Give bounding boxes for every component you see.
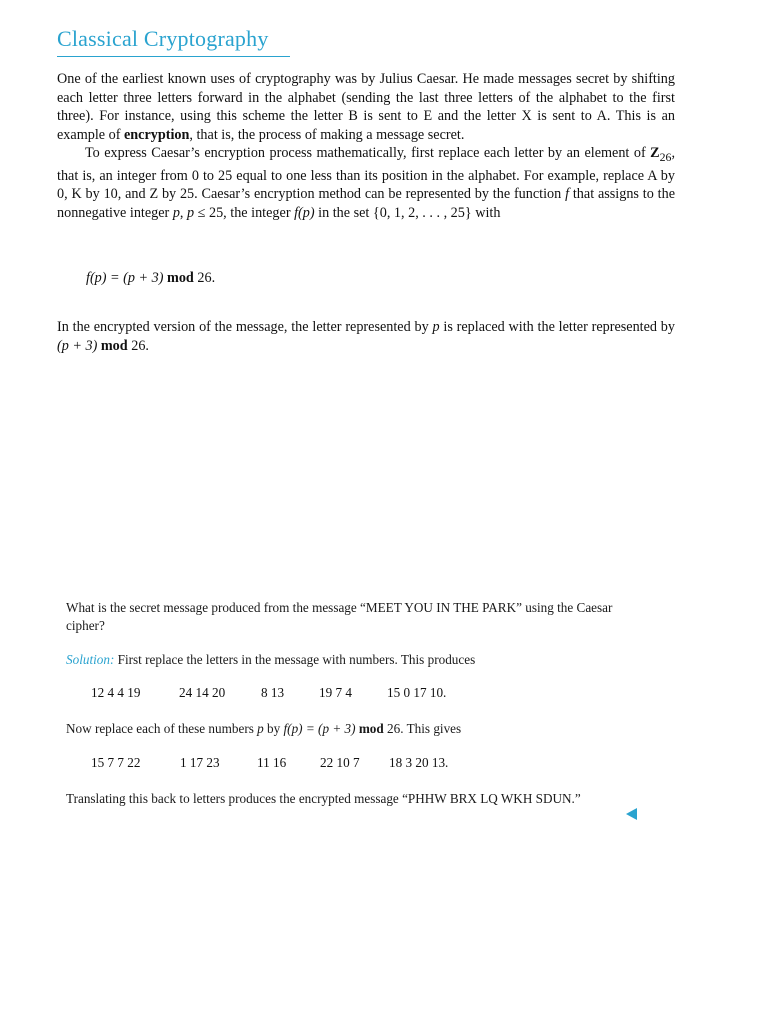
p2-text-b: , that is, an integer from 0 to 25 equal to one less than its position in the alphabet. For example, replace A by 0, K by 10, and Z by 25. Caesar’s encryption method can be represented by the function [57, 145, 675, 203]
now-text-c: 26. This gives [383, 721, 462, 736]
p3-expr: (p + 3) [57, 337, 101, 354]
section-title: Classical Cryptography [57, 26, 269, 51]
p2-p: p [172, 204, 180, 221]
now-mod: mod [358, 721, 384, 736]
plaintext-numbers-row [91, 685, 446, 701]
number-group: 15 0 17 10. [387, 685, 447, 700]
p1-bold-term: encryption [123, 126, 190, 143]
p2-z-sub: 26 [659, 150, 672, 165]
p2-text-e: ≤ 25, the integer [194, 204, 295, 221]
p1-text-a: One of the earliest known uses of cryptography was by Julius Caesar. He made messages secret by shifting each letter three letters forward in the alphabet (sending the last three letters of the alphabet to the first three). For instance, using this scheme the letter B is sent to E and the letter X is sent to A. This is an example of [57, 71, 675, 143]
p3-text-b: is replaced with the letter represented by [439, 319, 675, 335]
p2-p2: p [187, 204, 195, 221]
p3-mod: mod [100, 337, 128, 354]
p3-p: p [432, 319, 440, 335]
number-group: 24 14 20 [179, 685, 226, 700]
now-text-b: by [263, 721, 284, 736]
now-text-a: Now replace each of these numbers [66, 721, 258, 736]
ciphertext-numbers-row [91, 755, 448, 771]
number-group: 19 7 4 [319, 685, 352, 700]
p2-f: f [565, 186, 570, 203]
p2-text-g: in the set {0, 1, 2, . . . , 25} with [314, 204, 501, 221]
p2-text-c: that assigns to the nonnegative integer [57, 186, 675, 221]
equation-mod: mod [167, 270, 194, 286]
p2-text-d: , [179, 204, 188, 221]
p3-text-c: 26. [127, 337, 149, 354]
number-group: 11 16 [257, 755, 287, 770]
now-p: p [257, 721, 264, 736]
intro-paragraphs [57, 70, 675, 223]
solution-text: First replace the letters in the message with numbers. This produces [114, 652, 476, 667]
equation-lhs: f(p) = (p + 3) [86, 270, 168, 286]
caesar-equation [86, 270, 215, 287]
number-group: 8 13 [261, 685, 285, 700]
p2 [57, 144, 675, 222]
number-group: 12 4 4 19 [91, 685, 141, 700]
p2-z: Z [650, 145, 660, 162]
equation-rhs: 26. [193, 270, 216, 286]
now-expr: f(p) = (p + 3) [283, 721, 359, 736]
number-group: 18 3 20 13. [389, 755, 449, 770]
solution-label: Solution: [66, 652, 115, 667]
encrypted-version-paragraph [57, 318, 675, 355]
number-group: 22 10 7 [320, 755, 360, 770]
p2-fp: f(p) [294, 204, 315, 221]
p3-text-a: In the encrypted version of the message, the letter represented by [57, 319, 433, 335]
end-of-example-triangle-icon [626, 808, 637, 820]
p2-text-a: To express Caesar’s encryption process mathematically, first replace each letter by an element of [85, 145, 651, 162]
example-question: What is the secret message produced from the message “MEET YOU IN THE PARK” using the Caesar cipher? [66, 600, 613, 633]
number-group: 15 7 7 22 [91, 755, 141, 770]
example-solution [66, 651, 641, 669]
number-group: 1 17 23 [180, 755, 220, 770]
translation-result: Translating this back to letters produces the encrypted message “PHHW BRX LQ WKH SDUN.” [66, 791, 581, 806]
title-underline [57, 56, 290, 57]
p1-text-b: , that is, the process of making a message secret. [189, 126, 465, 143]
replace-numbers-text [66, 720, 641, 738]
